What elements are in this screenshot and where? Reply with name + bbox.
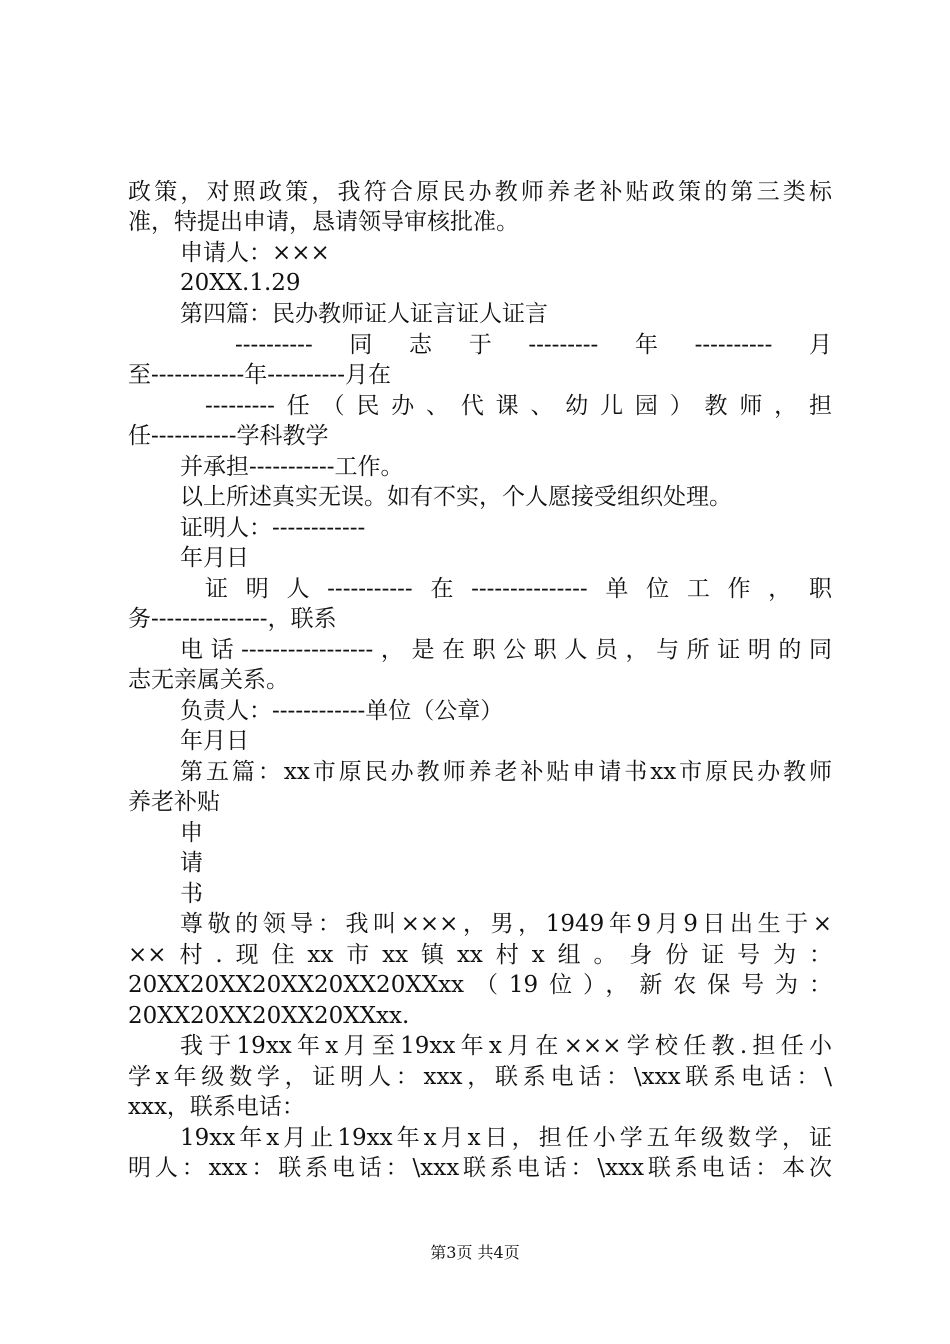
title-char: 书 xyxy=(180,881,203,907)
text-line: 任-----------学科教学 xyxy=(128,423,329,449)
text-line: 务---------------，联系 xyxy=(128,606,337,632)
witness-line: 证明人：------------ xyxy=(180,515,366,541)
applicant-line: 申请人：××× xyxy=(180,240,330,266)
text-line: 尊敬的领导：我叫×××，男，1949年9月9日出生于× xyxy=(180,911,832,937)
responsible-line: 负责人：------------单位（公章） xyxy=(180,698,504,724)
text-line: 20XX20XX20XX20XXxx. xyxy=(128,1003,410,1029)
text-line: 明人：xxx：联系电话：\xxx联系电话：\xxx联系电话：本次 xyxy=(128,1155,832,1181)
text-line: 以上所述真实无误。如有不实，个人愿接受组织处理。 xyxy=(180,484,732,510)
text-line: 准，特提出申请，恳请领导审核批准。 xyxy=(128,209,519,235)
text-line: 学x年级数学，证明人：xxx，联系电话：\xxx联系电话：\ xyxy=(128,1064,832,1090)
text-line: 电话-----------------，是在职公职人员，与所证明的同 xyxy=(180,637,832,663)
page-footer: 第3页 共4页 xyxy=(430,1243,520,1262)
date-line: 20XX.1.29 xyxy=(180,270,301,296)
date-line: 年月日 xyxy=(180,728,249,754)
text-line: 20XX20XX20XX20XX20XXxx（19位），新农保号为： xyxy=(128,972,832,998)
section-heading-5: 第五篇：xx市原民办教师养老补贴申请书xx市原民办教师 xyxy=(180,759,832,785)
text-line: 养老补贴 xyxy=(128,789,220,815)
title-char: 请 xyxy=(180,850,203,876)
text-line: ××村.现住xx市xx镇xx村x组。身份证号为： xyxy=(128,942,832,968)
title-char: 申 xyxy=(180,820,203,846)
section-heading-4: 第四篇：民办教师证人证言证人证言 xyxy=(180,301,548,327)
text-line: 证明人-----------在---------------单位工作，职 xyxy=(205,576,832,602)
text-line: 政策，对照政策，我符合原民办教师养老补贴政策的第三类标 xyxy=(128,179,832,205)
text-line: 并承担-----------工作。 xyxy=(180,454,404,480)
text-line: ---------任（民办、代课、幼儿园）教师，担 xyxy=(205,393,832,419)
text-line: 至------------年----------月在 xyxy=(128,362,391,388)
text-line: 我于19xx年x月至19xx年x月在×××学校任教.担任小 xyxy=(180,1033,832,1059)
text-line: xxx，联系电话： xyxy=(128,1094,305,1120)
text-line: ----------同志于---------年----------月 xyxy=(235,332,832,358)
text-line: 志无亲属关系。 xyxy=(128,667,289,693)
text-line: 19xx年x月止19xx年x月x日，担任小学五年级数学，证 xyxy=(180,1125,832,1151)
date-line: 年月日 xyxy=(180,545,249,571)
